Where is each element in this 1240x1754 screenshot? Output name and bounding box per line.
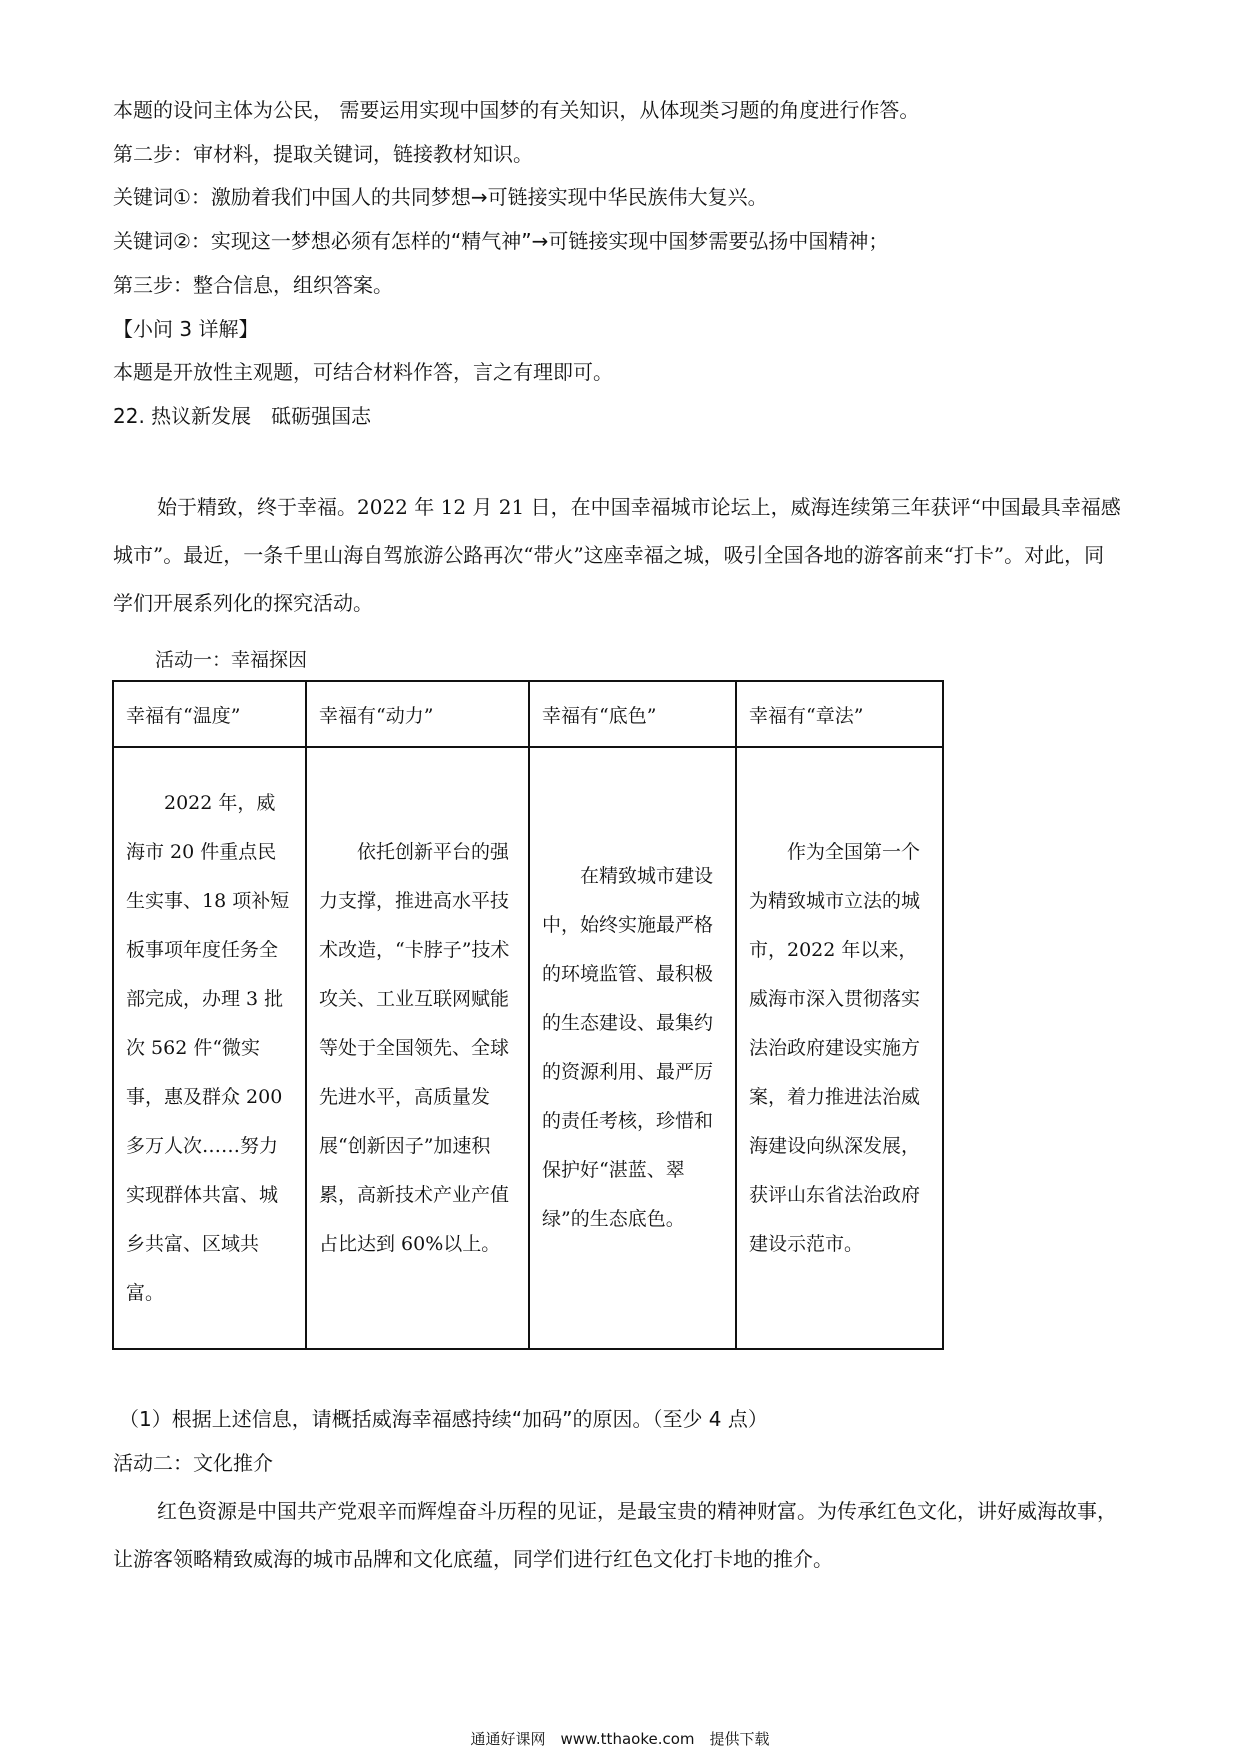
page-footer: 通通好课网 www.tthaoke.com 提供下载 <box>470 1730 770 1748</box>
table-cell <box>529 747 736 1349</box>
cell-text-warmth: 2022 年，威海市 20 件重点民生实事、18 项补短板事项年度任务全部完成，办理 3 批次 562 件“微实事，惠及群众 200 多万人次……努力实现群体共富、城乡共富、区域共富。 <box>126 791 290 1304</box>
analysis-line-1: 本题的设问主体为公民， 需要运用实现中国梦的有关知识，从体现类习题的角度进行作答。 <box>113 98 920 122</box>
question-title: 22. 热议新发展 砥砺强国志 <box>113 404 372 428</box>
table-header-cell: 幸福有“底色” <box>529 681 736 747</box>
question-1: （1）根据上述信息，请概括威海幸福感持续“加码”的原因。（至少 4 点） <box>119 1407 768 1431</box>
table-cell <box>736 747 943 1349</box>
analysis-line-5: 第三步：整合信息，组织答案。 <box>113 273 393 297</box>
table-header-cell: 幸福有“章法” <box>736 681 943 747</box>
analysis-line-4: 关键词②：实现这一梦想必须有怎样的“精气神”→可链接实现中国梦需要弘扬中国精神； <box>113 229 889 253</box>
analysis-line-2: 第二步：审材料，提取关键词，链接教材知识。 <box>113 142 533 166</box>
sub-question-3-heading: 【小问 3 详解】 <box>113 317 259 341</box>
table-cell <box>113 747 306 1349</box>
activity-table <box>112 680 944 1350</box>
intro-paragraph: 始于精致，终于幸福。2022 年 12 月 21 日，在中国幸福城市论坛上，威海连续第三年获评“中国最具幸福感城市”。最近，一条千里山海自驾旅游公路再次“带火”这座幸福之城，吸引全国各地的游客前来“打卡”。对此，同学们开展系列化的探究活动。 <box>113 495 1121 615</box>
cell-text-power: 依托创新平台的强力支撑，推进高水平技术改造，“卡脖子”技术攻关、工业互联网赋能等处于全国领先、全球先进水平，高质量发展“创新因子”加速积累，高新技术产业产值占比达到 60%以上。 <box>319 840 510 1255</box>
activity-2-title: 活动二：文化推介 <box>113 1451 273 1475</box>
activity-2-paragraph: 红色资源是中国共产党艰辛而辉煌奋斗历程的见证，是最宝贵的精神财富。为传承红色文化，讲好威海故事，让游客领略精致威海的城市品牌和文化底蕴，同学们进行红色文化打卡地的推介。 <box>113 1499 1117 1571</box>
table-row <box>113 747 943 1349</box>
activity-1-title: 活动一：幸福探因 <box>155 649 308 671</box>
table-header-cell: 幸福有“温度” <box>113 681 306 747</box>
cell-text-base: 在精致城市建设中，始终实施最严格的环境监管、最积极的生态建设、最集约的资源利用、最严厉的责任考核，珍惜和保护好“湛蓝、翠绿”的生态底色。 <box>542 865 714 1230</box>
analysis-line-7: 本题是开放性主观题，可结合材料作答，言之有理即可。 <box>113 360 613 384</box>
cell-text-rules: 作为全国第一个为精致城市立法的城市，2022 年以来，威海市深入贯彻落实法治政府建设实施方案，着力推进法治威海建设向纵深发展，获评山东省法治政府建设示范市。 <box>749 840 921 1255</box>
table-cell <box>306 747 529 1349</box>
analysis-line-3: 关键词①：激励着我们中国人的共同梦想→可链接实现中华民族伟大复兴。 <box>113 185 768 209</box>
table-header-cell: 幸福有“动力” <box>306 681 529 747</box>
table-header-row <box>113 681 943 747</box>
